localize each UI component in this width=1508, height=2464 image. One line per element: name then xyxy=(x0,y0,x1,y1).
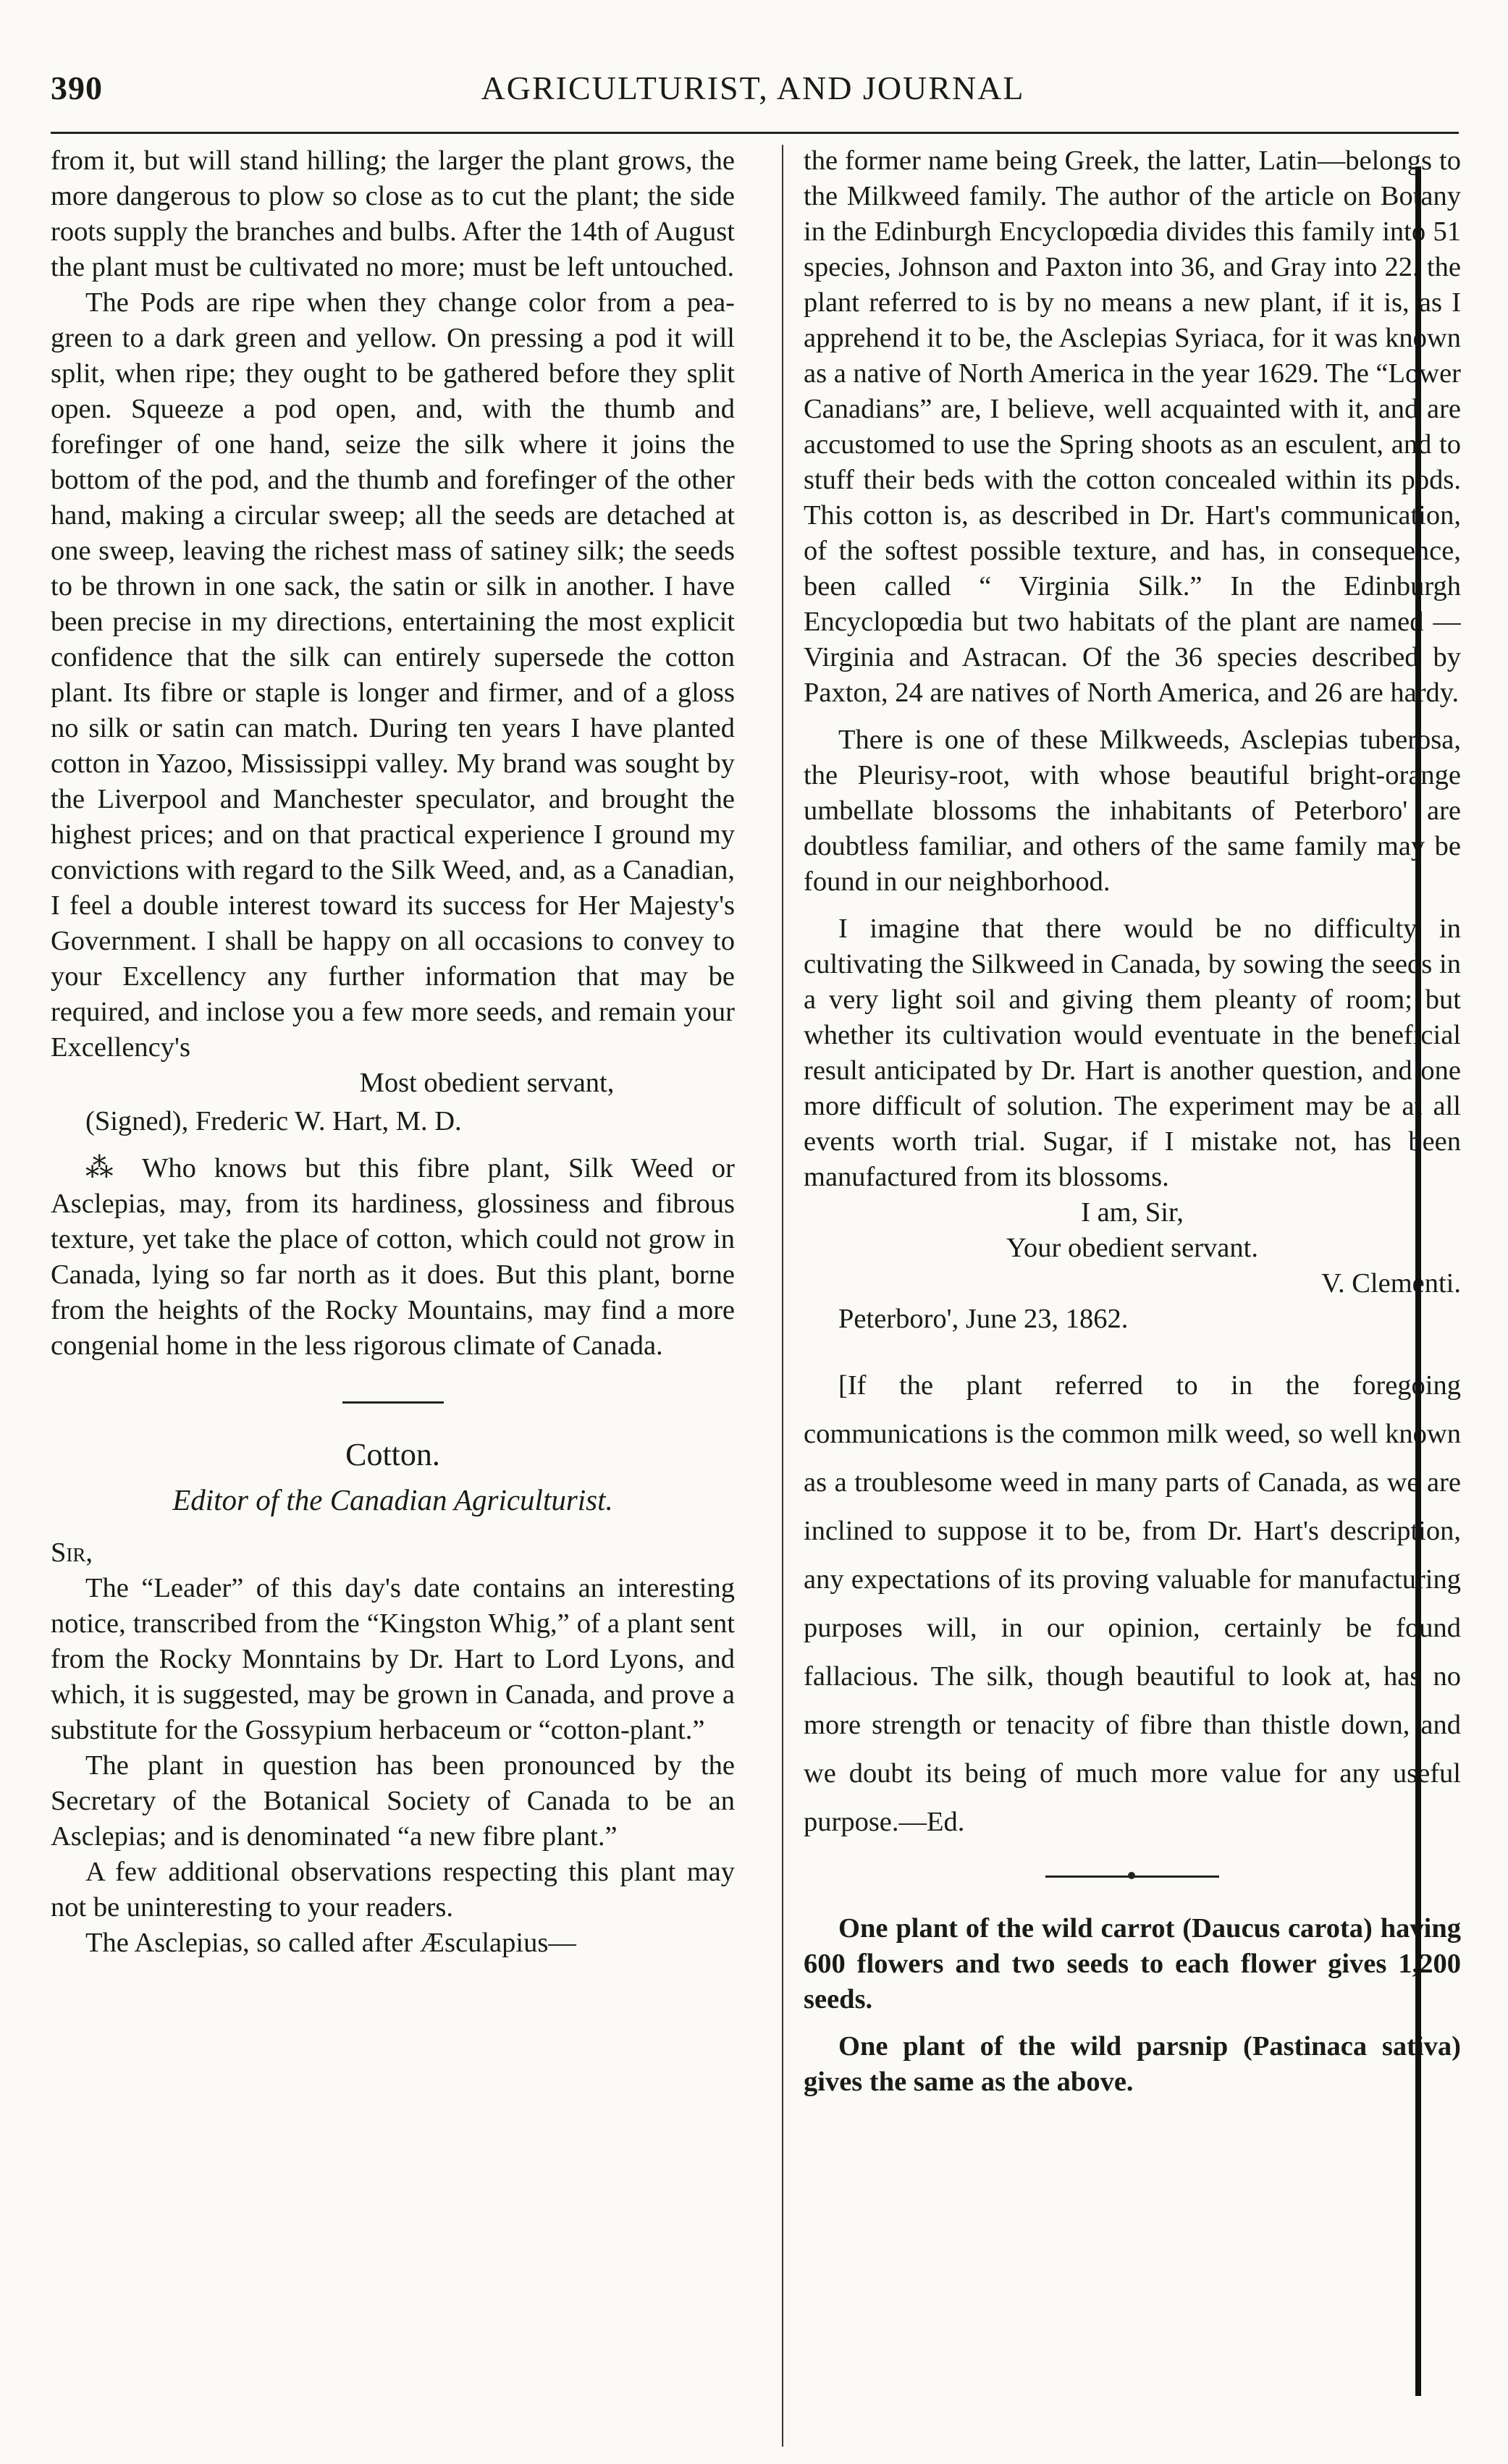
right-closing-1: I am, Sir, xyxy=(1081,1197,1184,1228)
column-divider xyxy=(782,145,783,2447)
left-paragraph-1: from it, but will stand hilling; the larger the plant grows, the more dangerous to plow so close as to cut the plant; the side roots supply the branches and bulbs. After the 14th of August the plant must be cultivated no more; must be left untouched. xyxy=(51,145,735,282)
editor-note: ⁂ Who knows but this fibre plant, Silk Weed or Asclepias, may, from its hardiness, glossiness and fibrous texture, yet take the place of cotton, which could not grow in Canada, lying so far north as it does. But this plant, borne from the heights of the Rocky Mountains, may find a more congenial home in the less rigorous climate of Canada. xyxy=(51,1153,735,1361)
left-paragraph-5: A few additional observations respecting this plant may not be uninteresting to your readers. xyxy=(51,1857,735,1923)
right-paragraph-1: the former name being Greek, the latter, Latin—belongs to the Milkweed family. The author of the article on Botany in the Edinburgh Encyclopœdia divides this family into 51 species, Johnson and Paxton into 36, and Gray into 22. the plant referred to is by no means a new plant, if it is, as I apprehend it to be, the Asclepias Syriaca, for it was known as a native of North America in the year 1629. The “Lower Canadians” are, I believe, well acquainted with it, and are accustomed to use the Spring shoots as an esculent, and to stuff their beds with the cotton concealed within its pods. This cotton is, as described in Dr. Hart's communication, of the softest possible texture, and has, in consequence, been called “ Virginia Silk.” In the Edinburgh Encyclopœdia but two habitats of the plant are named — Virginia and Astracan. Of the 36 species described by Paxton, 24 are natives of North America, and 26 are hardy. xyxy=(804,145,1461,708)
editor-bracket-note: [If the plant referred to in the foregoing communications is the common milk weed, so well known as a troublesome weed in many parts of Canada, as we are inclined to suppose it to be, from Dr. Hart's description, any expectations of its proving valuable for manufacturing purposes will, in our opinion, certainly be found fallacious. The silk, though beautiful to look at, has no more strength or tenacity of fibre than thistle down, and we doubt its being of much more value for any useful purpose.—Ed. xyxy=(804,1370,1461,1837)
carrot-note: One plant of the wild carrot (Daucus carota) having 600 flowers and two seeds to each flower gives 1,200 seeds. xyxy=(804,1913,1461,2014)
section-title: Cotton. xyxy=(345,1437,440,1472)
running-head: AGRICULTURIST, AND JOURNAL xyxy=(481,69,1025,106)
left-paragraph-4: The plant in question has been pronounced by the Secretary of the Botanical Society of Canada to be an Asclepias; and is denominated “a new fibre plant.” xyxy=(51,1750,735,1852)
letter-salutation: Sir, xyxy=(51,1537,93,1568)
parsnip-note: One plant of the wild parsnip (Pastinaca sativa) gives the same as the above. xyxy=(804,2031,1461,2097)
right-paragraph-2: There is one of these Milkweeds, Asclepias tuberosa, the Pleurisy-root, with whose beautiful bright-orange umbellate blossoms the inhabitants of Peterboro' are doubtless familiar, and others of the same family may be found in our neighborhood. xyxy=(804,725,1461,897)
page-header xyxy=(51,69,1455,119)
letter-closing: Most obedient servant, xyxy=(359,1068,615,1098)
left-paragraph-2: The Pods are ripe when they change color from a pea-green to a dark green and yellow. On pressing a pod it will split, when ripe; they ought to be gathered before they split open. Squeeze a pod open, and, with the thumb and forefinger of one hand, seize the silk where it joins the bottom of the pod, and the thumb and forefinger of the other hand, making a circular sweep; all the seeds are detached at one sweep, leaving the richest mass of satiney silk; the seeds to be thrown in one sack, the satin or silk in another. I have been precise in my directions, entertaining the most explicit confidence that the silk can entirely supersede the cotton plant. Its fibre or staple is longer and firmer, and of a gloss no silk or satin can match. During ten years I have planted cotton in Yazoo, Mississippi valley. My brand was sought by the Liverpool and Manchester speculator, and brought the highest prices; and on that practical experience I ground my convictions with regard to the Silk Weed, and, as a Canadian, I feel a double interest toward its success for Her Majesty's Government. I shall be happy on all occasions to convey to your Excellency any further information that may be required, and inclose you a few more seeds, and remain your Excellency's xyxy=(51,287,735,1063)
left-column xyxy=(51,143,735,2416)
right-signature: V. Clementi. xyxy=(1321,1268,1461,1299)
ornament-divider xyxy=(1045,1876,1219,1878)
letter-addressee: Editor of the Canadian Agriculturist. xyxy=(172,1483,613,1516)
section-divider xyxy=(342,1401,444,1404)
right-column xyxy=(804,143,1461,2416)
left-paragraph-6: The Asclepias, so called after Æsculapius— xyxy=(85,1928,576,1958)
letter-signature: (Signed), Frederic W. Hart, M. D. xyxy=(85,1106,462,1136)
right-paragraph-3: I imagine that there would be no difficulty in cultivating the Silkweed in Canada, by sowing the seeds in a very light soil and giving them pleanty of room; but whether its cultivation would eventuate in the beneficial result anticipated by Dr. Hart is another question, and one more difficult of solution. The experiment may be at all events worth trial. Sugar, if I mistake not, has been manufactured from its blossoms. xyxy=(804,914,1461,1192)
left-paragraph-3: The “Leader” of this day's date contains an interesting notice, transcribed from the “Kingston Whig,” of a plant sent from the Rocky Monntains by Dr. Hart to Lord Lyons, and which, it is suggested, may be grown in Canada, and prove a substitute for the Gossypium herbaceum or “cotton-plant.” xyxy=(51,1573,735,1745)
page-number: 390 xyxy=(51,69,103,106)
right-closing-2: Your obedient servant. xyxy=(1006,1233,1258,1263)
header-rule xyxy=(51,132,1459,134)
right-dateline: Peterboro', June 23, 1862. xyxy=(838,1304,1129,1334)
page-edge-shadow xyxy=(1415,166,1421,2396)
